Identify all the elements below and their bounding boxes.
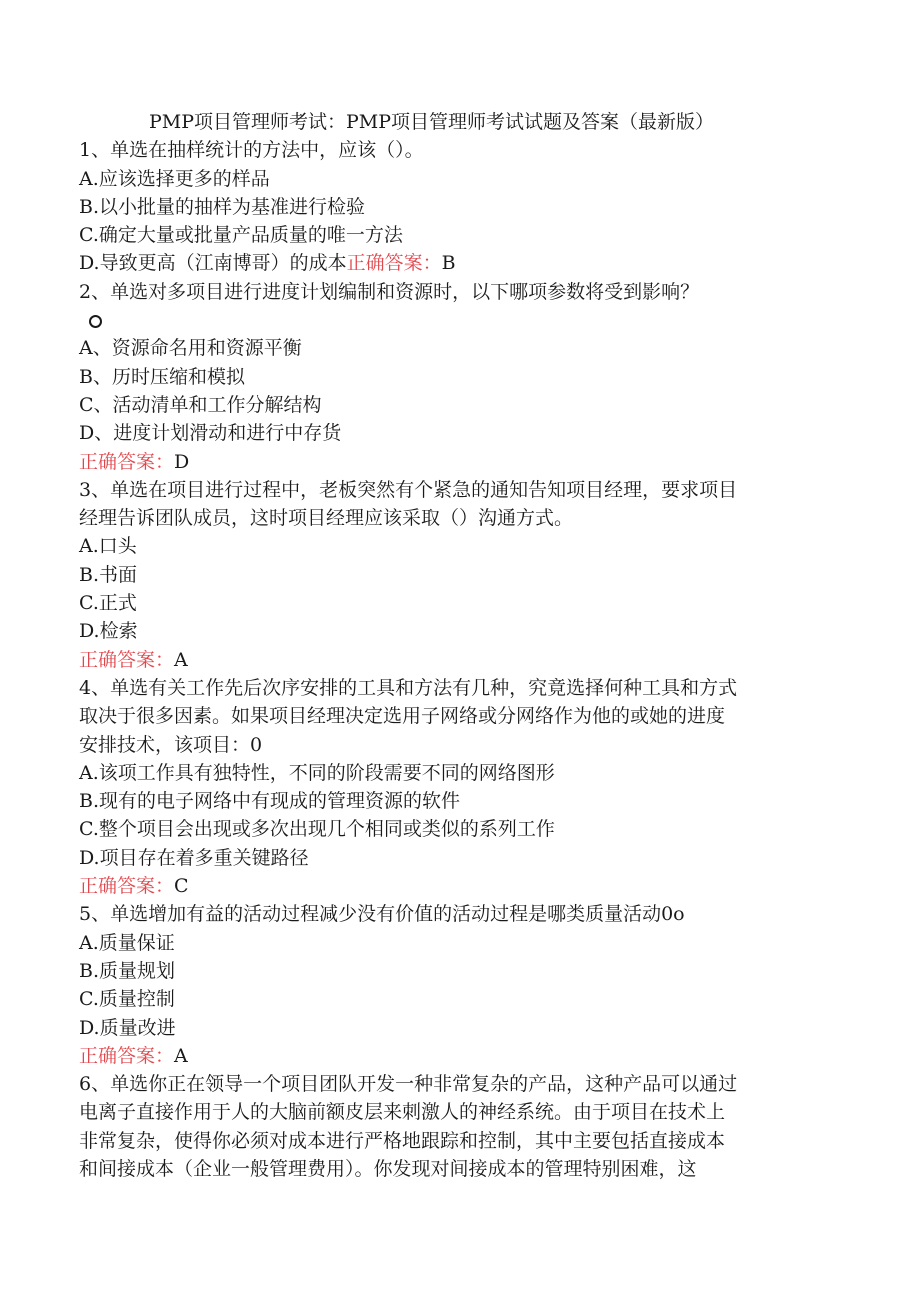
answer-row xyxy=(79,872,860,900)
question-stem-line-3: 安排技术，该项目：0 xyxy=(79,733,263,756)
option-c: C、活动清单和工作分解结构 xyxy=(79,393,322,416)
option-a: A.质量保证 xyxy=(79,931,175,954)
circle-icon xyxy=(89,315,102,328)
question-stem-line-4: 和间接成本（企业一般管理费用）。你发现对间接成本的管理特别困难，这 xyxy=(79,1157,697,1180)
option-c: C.整个项目会出现或多次出现几个相同或类似的系列工作 xyxy=(79,818,555,841)
question-stem: 1、单选在抽样统计的方法中，应该（）。 xyxy=(79,139,424,162)
option-a: A、资源命名用和资源平衡 xyxy=(79,337,302,360)
blank-marker-row xyxy=(79,306,860,334)
answer-value: A xyxy=(174,1044,188,1067)
option-d: D.质量改进 xyxy=(79,1016,176,1039)
option-c: C.质量控制 xyxy=(79,988,175,1011)
question-stem-line-1: 4、单选有关工作先后次序安排的工具和方法有几种，究竟选择何种工具和方式 xyxy=(79,676,738,699)
answer-value: A xyxy=(174,648,188,671)
question-stem-line-3: 非常复杂，使得你必须对成本进行严格地跟踪和控制，其中主要包括直接成本 xyxy=(79,1129,726,1152)
option-d: D、进度计划滑动和进行中存货 xyxy=(79,422,342,445)
answer-row xyxy=(79,1042,860,1070)
answer-label: 正确答案： xyxy=(79,648,175,671)
answer-row xyxy=(79,448,860,476)
answer-value: D xyxy=(174,450,190,473)
option-c: C.正式 xyxy=(79,592,137,615)
answer-label: 正确答案： xyxy=(79,450,175,473)
option-a: A.该项工作具有独特性，不同的阶段需要不同的网络图形 xyxy=(79,761,555,784)
document-title: PMP项目管理师考试：PMP项目管理师考试试题及答案（最新版） xyxy=(149,111,715,133)
option-b: B、历时压缩和模拟 xyxy=(79,365,245,388)
question-stem-line-1: 3、单选在项目进行过程中，老板突然有个紧急的通知告知项目经理，要求项目 xyxy=(79,478,738,501)
answer-label: 正确答案： xyxy=(79,875,175,898)
option-d-with-answer xyxy=(79,249,860,277)
question-5 xyxy=(79,900,860,1070)
option-d: D.导致更高（江南博哥）的成本 xyxy=(79,252,347,275)
answer-value: B xyxy=(441,252,456,275)
answer-label: 正确答案： xyxy=(79,1044,175,1067)
option-b: B.质量规划 xyxy=(79,959,176,982)
option-b: B.书面 xyxy=(79,563,138,586)
question-3 xyxy=(79,476,860,674)
answer-row xyxy=(79,646,860,674)
question-stem-line-2: 经理告诉团队成员，这时项目经理应该采取（）沟通方式。 xyxy=(79,507,574,530)
question-stem: 5、单选增加有益的活动过程减少没有价值的活动过程是哪类质量活动0o xyxy=(79,903,685,926)
option-b: B.现有的电子网络中有现成的管理资源的软件 xyxy=(79,790,461,813)
answer-value: C xyxy=(174,875,189,898)
question-stem-line-1: 6、单选你正在领导一个项目团队开发一种非常复杂的产品，这种产品可以通过 xyxy=(79,1073,738,1096)
option-d: D.检索 xyxy=(79,620,138,643)
question-2 xyxy=(79,278,860,476)
option-a: A.应该选择更多的样品 xyxy=(79,167,270,190)
option-b: B.以小批量的抽样为基准进行检验 xyxy=(79,195,366,218)
question-stem: 2、单选对多项目进行进度计划编制和资源时，以下哪项参数将受到影响？ xyxy=(79,280,700,303)
question-1 xyxy=(79,136,860,277)
question-4 xyxy=(79,674,860,900)
option-d: D.项目存在着多重关键路径 xyxy=(79,846,309,869)
question-6 xyxy=(79,1070,860,1183)
question-stem-line-2: 电离子直接作用于人的大脑前额皮层来刺激人的神经系统。由于项目在技术上 xyxy=(79,1101,726,1124)
question-stem-line-2: 取决于很多因素。如果项目经理决定选用子网络或分网络作为他的或她的进度 xyxy=(79,705,726,728)
option-a: A.口头 xyxy=(79,535,137,558)
option-c: C.确定大量或批量产品质量的唯一方法 xyxy=(79,224,403,247)
answer-label: 正确答案： xyxy=(346,252,442,275)
